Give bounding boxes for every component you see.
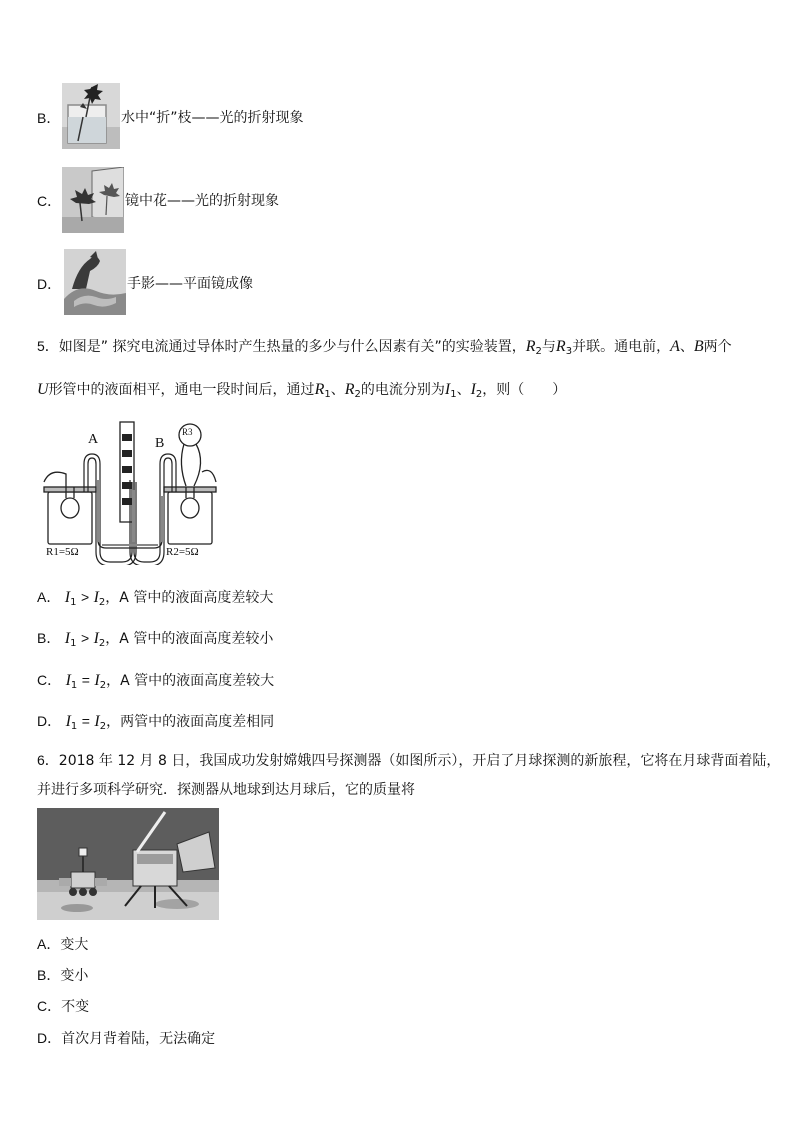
q6-stem-line-2: 并进行多项科学研究．探测器从地球到达月球后，它的质量将 <box>37 782 415 798</box>
option-label: A． <box>37 589 61 605</box>
resistor-r1 <box>61 498 79 518</box>
flower-in-water-glass-image <box>62 83 120 149</box>
liquid-column-b <box>161 496 164 542</box>
question-number: 6． <box>37 752 59 768</box>
u-tube-apparatus-diagram <box>40 420 230 565</box>
option-text: 水中“折”枝——光的折射现象 <box>121 110 304 126</box>
option-label: D． <box>37 1030 62 1046</box>
subscript: 2 <box>354 389 361 400</box>
q5-figure <box>40 420 230 565</box>
label-b: B <box>155 436 165 451</box>
symbol-i: I <box>64 630 71 647</box>
q5-stem-line-2 <box>37 380 566 405</box>
option-label: B． <box>37 967 61 983</box>
stem-text: 、 <box>456 382 471 398</box>
q6-option-a <box>37 934 88 955</box>
stem-text: 形管中的液面相平，通电一段时间后，通过 <box>48 382 315 398</box>
symbol-i: I <box>64 589 71 606</box>
symbol-i: I <box>93 589 99 606</box>
option-text: ，A 管中的液面高度差较大 <box>105 590 274 606</box>
option-label: C． <box>37 193 62 209</box>
relation: > <box>80 630 90 646</box>
symbol-r: R <box>555 338 566 355</box>
symbol-i: I <box>470 381 476 398</box>
subscript: 2 <box>475 389 483 400</box>
symbol-i: I <box>65 672 71 689</box>
symbol-r: R <box>314 381 325 398</box>
option-text: 首次月背着陆，无法确定 <box>61 1031 216 1047</box>
option-label: D． <box>37 276 62 292</box>
option-text: 不变 <box>61 999 90 1015</box>
subscript: 2 <box>98 597 106 608</box>
relation: > <box>80 589 90 605</box>
symbol-i: I <box>444 381 451 398</box>
q5-stem-line-1 <box>37 336 732 362</box>
liquid-column-a <box>97 480 100 542</box>
subscript: 2 <box>535 346 542 357</box>
q5-option-a <box>37 587 273 613</box>
subscript: 1 <box>70 638 77 649</box>
subscript: 2 <box>99 721 107 732</box>
option-label: D． <box>37 713 62 729</box>
symbol-b: B <box>693 338 704 355</box>
option-text: 镜中花——光的折射现象 <box>125 193 279 209</box>
stem-text: 、 <box>330 382 345 398</box>
symbol-u: U <box>37 381 49 398</box>
q5-option-d <box>37 711 274 737</box>
stem-text: 2018 年 12 月 8 日，我国成功发射嫦娥四号探测器（如图所示），开启了月球探测的新旅程，它将在月球背面着陆， <box>58 753 781 769</box>
stem-text: ，则（ ） <box>482 382 567 398</box>
subscript: 3 <box>565 346 573 357</box>
option-text: ，两管中的液面高度差相同 <box>106 714 275 730</box>
q5-option-b <box>37 628 273 654</box>
subscript: 2 <box>99 680 107 691</box>
stem-text: 的电流分别为 <box>360 382 445 398</box>
flower-mirror-image <box>62 167 124 233</box>
option-text: ，A 管中的液面高度差较小 <box>105 631 274 647</box>
stem-text: 与 <box>541 339 556 355</box>
q5-option-c <box>37 670 274 696</box>
relation: = <box>81 672 90 688</box>
resistor-r2 <box>181 498 199 518</box>
symbol-i: I <box>93 630 99 647</box>
symbol-r: R <box>525 338 536 355</box>
stem-text: 并联。通电前， <box>572 339 671 355</box>
subscript: 2 <box>98 638 106 649</box>
q6-option-c <box>37 996 89 1017</box>
q6-option-d <box>37 1028 215 1049</box>
relation: = <box>81 713 90 729</box>
stem-text: 如图是” 探究电流通过导体时产生热量的多少与什么因素有关”的实验装置， <box>58 339 526 355</box>
hand-shadow-image <box>64 249 126 315</box>
symbol-r: R <box>344 381 355 398</box>
subscript: 1 <box>324 389 331 400</box>
symbol-i: I <box>65 713 71 730</box>
q6-option-b <box>37 965 88 986</box>
option-label: C． <box>37 672 62 688</box>
symbol-i: I <box>94 713 100 730</box>
option-label: C． <box>37 998 62 1014</box>
option-label: B． <box>37 630 61 646</box>
question-number: 5． <box>37 338 59 354</box>
option-label: B． <box>37 110 61 126</box>
label-r2: R2=5Ω <box>166 546 199 558</box>
label-r3: R3 <box>182 427 193 437</box>
option-text: 变小 <box>60 968 89 984</box>
option-label: A． <box>37 936 61 952</box>
stem-text: 、 <box>679 339 694 355</box>
option-text: 手影——平面镜成像 <box>127 276 253 292</box>
symbol-a: A <box>670 338 680 355</box>
label-a: A <box>88 432 99 447</box>
subscript: 1 <box>70 721 78 732</box>
option-text: 变大 <box>60 937 89 953</box>
subscript: 1 <box>70 680 78 691</box>
label-r1: R1=5Ω <box>46 546 79 558</box>
stem-text: 两个 <box>703 339 732 355</box>
subscript: 1 <box>450 389 457 400</box>
q6-stem-line-1 <box>37 750 780 771</box>
change-4-lander-photo <box>37 808 219 920</box>
subscript: 1 <box>70 597 77 608</box>
option-text: ，A 管中的液面高度差较大 <box>106 673 275 689</box>
symbol-i: I <box>94 672 100 689</box>
